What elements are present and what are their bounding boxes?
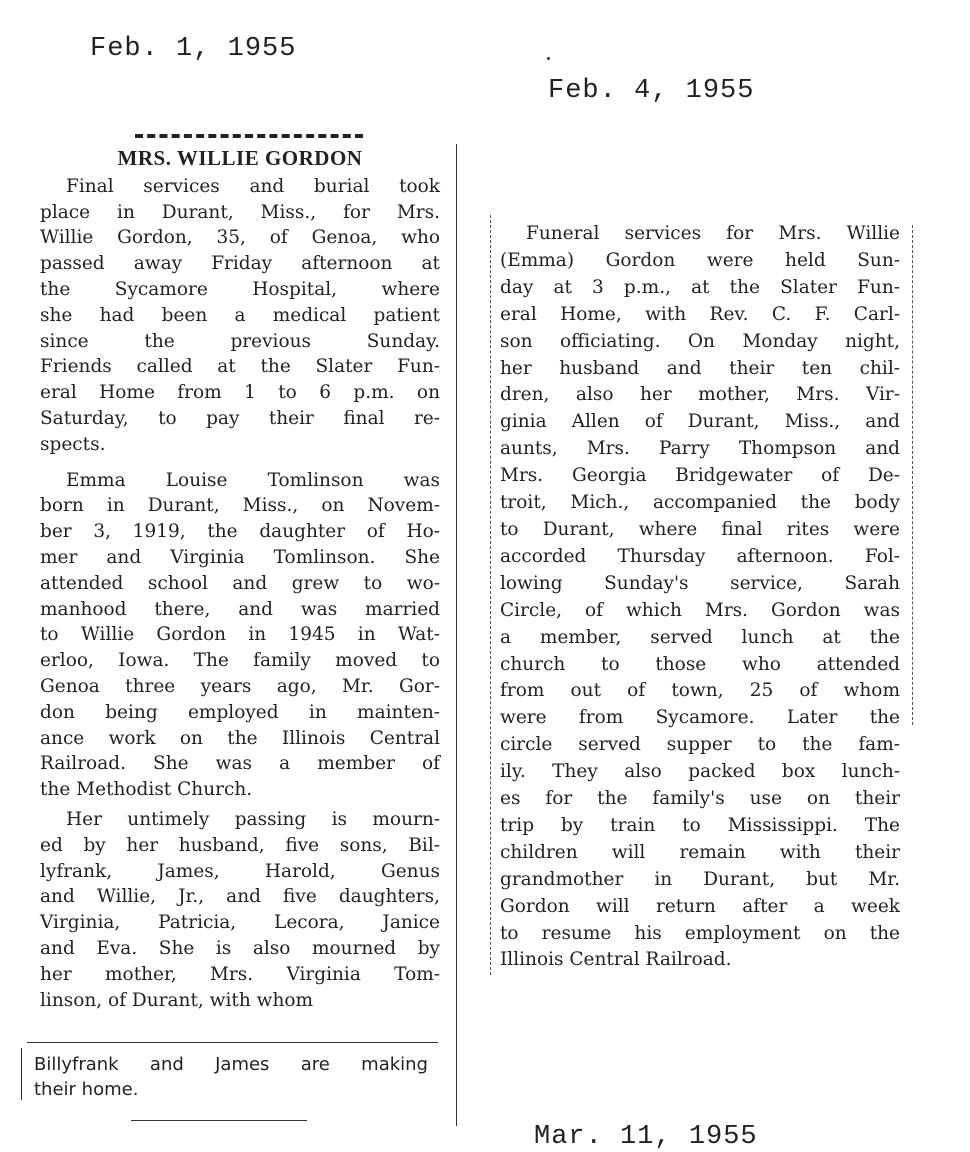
text-line: ed by her husband, five sons, Bil- <box>40 834 440 856</box>
text-line: Mrs. Georgia Bridgewater of De- <box>500 465 900 487</box>
clipping-right-edge <box>912 225 913 725</box>
text-line: eral Home from 1 to 6 p.m. on <box>40 382 440 404</box>
text-line: to Willie Gordon in 1945 in Wat- <box>40 624 440 646</box>
text-line: Illinois Central Railroad. <box>500 949 732 971</box>
text-line: church to those who attended <box>500 653 900 675</box>
text-line: aunts, Mrs. Parry Thompson and <box>500 438 900 460</box>
text-line: Willie Gordon, 35, of Genoa, who <box>40 227 440 249</box>
obituary-paragraph-2 <box>40 468 440 803</box>
text-line: her mother, Mrs. Virginia Tom- <box>40 963 440 985</box>
text-line: ber 3, 1919, the daughter of Ho- <box>40 521 440 543</box>
text-line: linson, of Durant, with whom <box>40 989 314 1011</box>
text-line: Gordon will return after a week <box>500 895 900 917</box>
text-line: trip by train to Mississippi. The <box>500 814 900 836</box>
obituary-paragraph-1 <box>40 174 440 458</box>
text-line: Final services and burial took <box>66 175 440 197</box>
text-line: troit, Mich., accompanied the body <box>500 492 900 514</box>
text-line: place in Durant, Miss., for Mrs. <box>40 201 440 223</box>
text-line: son officiating. On Monday night, <box>500 330 900 352</box>
clipping-left-edge <box>490 215 491 975</box>
text-line: Circle, of which Mrs. Gordon was <box>500 599 900 621</box>
date-feb-4-1955: Feb. 4, 1955 <box>548 76 755 106</box>
text-line: accorded Thursday afternoon. Fol- <box>500 545 900 567</box>
obituary-continuation <box>34 1052 428 1102</box>
stray-dot <box>547 57 550 60</box>
text-line: (Emma) Gordon were held Sun- <box>500 249 900 271</box>
text-line: Saturday, to pay their final re- <box>40 407 440 429</box>
text-line: lyfrank, James, Harold, Genus <box>40 860 440 882</box>
text-line: don being employed in mainten- <box>40 701 440 723</box>
text-line: manhood there, and was married <box>40 598 440 620</box>
text-line: ily. They also packed box lunch- <box>500 761 900 783</box>
text-line: Billyfrank and James are making <box>34 1054 428 1075</box>
text-line: grandmother in Durant, but Mr. <box>500 868 900 890</box>
obituary-clipping-feb-1 <box>40 146 440 1013</box>
clipping-cut-edge <box>135 134 363 138</box>
clipping-end-rule <box>131 1120 307 1121</box>
text-line: born in Durant, Miss., on Novem- <box>40 495 440 517</box>
text-line: to Durant, where final rites were <box>500 518 900 540</box>
text-line: ginia Allen of Durant, Miss., and <box>500 411 900 433</box>
obituary-headline: MRS. WILLIE GORDON <box>117 146 363 170</box>
text-line: Friends called at the Slater Fun- <box>40 356 440 378</box>
text-line: their home. <box>34 1079 139 1100</box>
text-line: Her untimely passing is mourn- <box>66 808 440 830</box>
text-line: children will remain with their <box>500 841 900 863</box>
date-mar-11-1955: Mar. 11, 1955 <box>534 1122 758 1152</box>
text-line: dren, also her mother, Mrs. Vir- <box>500 384 900 406</box>
text-line: were from Sycamore. Later the <box>500 707 900 729</box>
text-line: ance work on the Illinois Central <box>40 727 440 749</box>
text-line: since the previous Sunday. <box>40 330 440 352</box>
text-line: circle served supper to the fam- <box>500 734 900 756</box>
text-line: and Willie, Jr., and five daughters, <box>40 886 440 908</box>
text-line: Railroad. She was a member of <box>40 753 440 775</box>
text-line: Genoa three years ago, Mr. Gor- <box>40 675 440 697</box>
text-line: the Sycamore Hospital, where <box>40 278 440 300</box>
text-line: she had been a medical patient <box>40 304 440 326</box>
text-line: lowing Sunday's service, Sarah <box>500 572 900 594</box>
text-line: her husband and their ten chil- <box>500 357 900 379</box>
text-line: Funeral services for Mrs. Willie <box>526 223 900 244</box>
text-line: and Eva. She is also mourned by <box>40 937 440 959</box>
text-line: attended school and grew to wo- <box>40 572 440 594</box>
text-line: spects. <box>40 433 106 455</box>
text-line: eral Home, with Rev. C. F. Carl- <box>500 303 900 325</box>
text-line: passed away Friday afternoon at <box>40 253 440 275</box>
funeral-clipping-feb-4 <box>500 221 900 974</box>
column-rule <box>456 144 457 1126</box>
text-line: the Methodist Church. <box>40 779 253 801</box>
text-line: day at 3 p.m., at the Slater Fun- <box>500 276 900 298</box>
text-line: es for the family's use on their <box>500 788 900 810</box>
text-line: a member, served lunch at the <box>500 626 900 648</box>
text-line: mer and Virginia Tomlinson. She <box>40 546 440 568</box>
text-line: to resume his employment on the <box>500 922 900 944</box>
clipping-divider <box>27 1042 438 1043</box>
continuation-left-rule <box>21 1048 22 1100</box>
text-line: Virginia, Patricia, Lecora, Janice <box>40 912 440 934</box>
text-line: erloo, Iowa. The family moved to <box>40 650 440 672</box>
text-line: from out of town, 25 of whom <box>500 680 900 702</box>
continuation-paragraph <box>34 1052 428 1102</box>
date-feb-1-1955: Feb. 1, 1955 <box>90 34 297 64</box>
funeral-paragraph-1 <box>500 221 900 974</box>
text-line: Emma Louise Tomlinson was <box>66 469 440 491</box>
obituary-paragraph-3 <box>40 807 440 1013</box>
